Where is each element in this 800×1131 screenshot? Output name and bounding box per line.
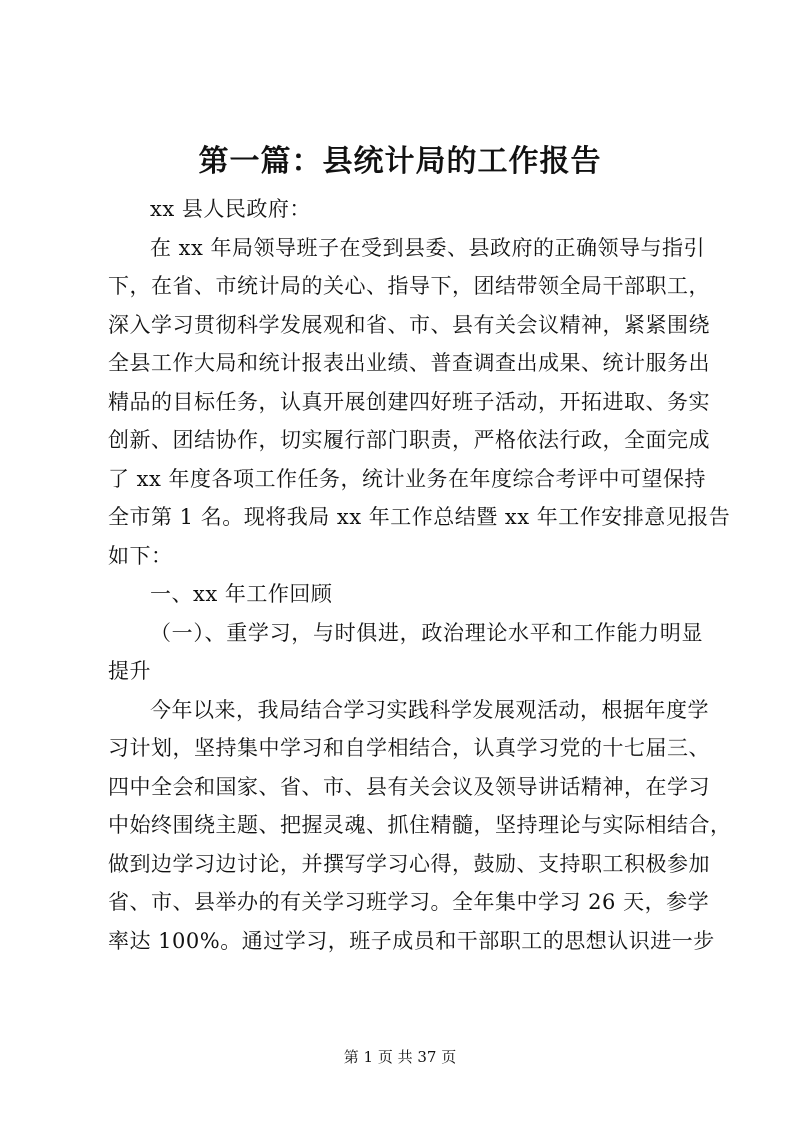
paragraph-line: 如下： xyxy=(108,543,173,568)
paragraph-line: 习计划，坚持集中学习和自学相结合，认真学习党的十七届三、 xyxy=(108,736,710,760)
subsection-heading: （一）、重学习，与时俱进，政治理论水平和工作能力明显 xyxy=(150,620,703,645)
paragraph-line: 下，在省、市统计局的关心、指导下，团结带领全局干部职工， xyxy=(108,274,710,298)
paragraph-line: 精品的目标任务，认真开展创建四好班子活动，开拓进取、务实 xyxy=(108,389,710,414)
page-number-footer: 第 1 页 共 37 页 xyxy=(343,1048,457,1066)
document-body xyxy=(108,190,732,960)
section-heading: 一、xx 年工作回顾 xyxy=(150,582,333,606)
paragraph-line: 省、市、县举办的有关学习班学习。全年集中学习 26 天，参学 xyxy=(108,890,710,914)
document-title: 第一篇：县统计局的工作报告 xyxy=(198,144,602,179)
paragraph-line: 在 xx 年局领导班子在受到县委、县政府的正确领导与指引 xyxy=(150,235,706,260)
subsection-heading: 提升 xyxy=(108,659,151,683)
paragraph-line: 做到边学习边讨论，并撰写学习心得，鼓励、支持职工积极参加 xyxy=(108,851,710,876)
paragraph-line: 全市第 1 名。现将我局 xx 年工作总结暨 xx 年工作安排意见报告 xyxy=(108,505,731,529)
paragraph-line: 四中全会和国家、省、市、县有关会议及领导讲话精神，在学习 xyxy=(108,774,710,799)
paragraph-line: 率达 100%。通过学习，班子成员和干部职工的思想认识进一步 xyxy=(108,928,715,953)
paragraph-line: 创新、团结协作，切实履行部门职责，严格依法行政，全面完成 xyxy=(108,428,710,452)
paragraph-line: 今年以来，我局结合学习实践科学发展观活动，根据年度学 xyxy=(150,697,709,722)
paragraph-line: 了 xx 年度各项工作任务，统计业务在年度综合考评中可望保持 xyxy=(108,466,707,491)
paragraph-line: 深入学习贯彻科学发展观和省、市、县有关会议精神，紧紧围绕 xyxy=(108,312,710,337)
salutation-line: xx 县人民政府： xyxy=(150,197,311,221)
paragraph-line: 全县工作大局和统计报表出业绩、普查调查出成果、统计服务出 xyxy=(108,351,710,375)
paragraph-line: 中始终围绕主题、把握灵魂、抓住精髓，坚持理论与实际相结合， xyxy=(108,813,732,837)
